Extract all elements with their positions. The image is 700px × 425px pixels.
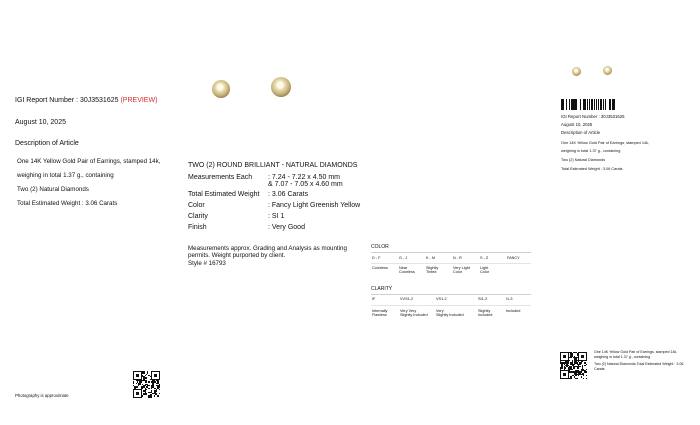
description-line-4: Total Estimated Weight : 3.06 Carats xyxy=(17,200,118,207)
description-line-3: Two (2) Natural Diamonds xyxy=(17,186,89,193)
color-grade: N - R xyxy=(453,256,462,260)
right-report-date: August 10, 2025 xyxy=(561,122,593,127)
diamond-title: TWO (2) ROUND BRILLIANT - NATURAL DIAMONDS xyxy=(188,162,358,169)
right-description-line-4: Total Estimated Weight : 3.06 Carats xyxy=(561,167,623,171)
report-label: IGI Report Number : xyxy=(15,97,80,104)
qr-code-right[interactable] xyxy=(560,352,587,379)
clarity-grade-row xyxy=(372,297,526,301)
detail-row-measurements xyxy=(188,174,343,188)
detail-row-weight xyxy=(188,191,308,198)
description-heading: Description of Article xyxy=(15,140,79,147)
color-scale-heading: COLOR xyxy=(371,244,389,250)
color-desc: Very Light Color xyxy=(453,266,470,275)
detail-row-color xyxy=(188,202,360,209)
clarity-grade: I1-3 xyxy=(506,297,513,301)
description-line-2: weighing in total 1.37 g., containing xyxy=(17,172,114,179)
barcode xyxy=(561,99,637,110)
photo-note: Photography is approximate xyxy=(15,393,69,398)
right-bottom-line-4: Carats xyxy=(594,366,605,371)
qr-code-left[interactable] xyxy=(133,371,160,398)
clarity-scale-heading: CLARITY xyxy=(371,286,393,292)
color-grade: FANCY xyxy=(507,256,520,260)
color-scale-divider xyxy=(371,252,531,253)
diamond-image-left xyxy=(212,80,230,98)
clarity-scale-divider xyxy=(371,294,531,295)
preview-link[interactable]: (PREVIEW) xyxy=(120,97,158,104)
color-grade: K - M xyxy=(426,256,436,260)
description-line-1: One 14K Yellow Gold Pair of Earrings, stamped 14k, xyxy=(17,158,161,165)
barcode-bar xyxy=(617,99,618,110)
right-report-number: 30J3531625 xyxy=(600,114,625,119)
right-description-line-2: weighing in total 1.37 g., containing xyxy=(561,149,621,153)
detail-label: Color xyxy=(188,202,205,209)
detail-row-clarity xyxy=(188,213,284,220)
clarity-grade: IF xyxy=(372,297,376,301)
clarity-grade: VS1-2 xyxy=(436,297,447,301)
color-grade-row xyxy=(372,256,527,260)
right-bottom-line-3: Two (2) Natural Diamonds Total Estimated Weight : 3.06 xyxy=(594,361,684,366)
qr-module xyxy=(159,397,160,398)
diamond-thumb-left xyxy=(572,67,581,76)
report-number-line xyxy=(15,97,157,104)
clarity-desc: Slightly Included xyxy=(478,309,493,318)
right-bottom-line-2: weighing in total 1.37 g., containing xyxy=(594,354,651,359)
color-desc: Colorless xyxy=(372,266,388,270)
grading-notes: Measurements approx. Grading and Analysis as mounting permits. Weight purported by client. Style # 16793 xyxy=(188,245,347,267)
color-grade: G - J xyxy=(399,256,408,260)
right-report-label: IGI Report Number : xyxy=(561,114,601,119)
color-scale-divider xyxy=(371,263,531,264)
right-bottom-line-1: One 14K Yellow Gold Pair of Earrings, stamped 14k, xyxy=(594,350,678,354)
detail-value: : 3.06 Carats xyxy=(268,191,309,198)
clarity-desc: Internally Flawless xyxy=(372,309,388,318)
color-grade: S - Z xyxy=(480,256,489,260)
color-desc: Slightly Tinted xyxy=(426,266,439,275)
color-desc: Near Colorless xyxy=(399,266,415,275)
right-description-line-1: One 14K Yellow Gold Pair of Earrings, stamped 14k, xyxy=(561,141,650,145)
clarity-desc: Included xyxy=(506,309,521,313)
report-number: 30J3531625 xyxy=(79,97,119,104)
right-report-number-line xyxy=(561,114,625,119)
detail-label: Total Estimated Weight xyxy=(188,191,260,198)
detail-value: : SI 1 xyxy=(268,213,285,220)
color-desc: Light Color xyxy=(480,266,490,275)
color-grade: D - F xyxy=(372,256,381,260)
detail-label: Clarity xyxy=(188,213,208,220)
detail-value: : 7.24 - 7.22 x 4.50 mm & 7.07 - 7.05 x 4.60 mm xyxy=(268,174,343,188)
right-description-heading: Description of Article xyxy=(561,130,601,135)
detail-value: : Very Good xyxy=(268,224,305,231)
qr-module xyxy=(586,378,587,379)
clarity-desc: Very Very Slightly Included xyxy=(400,309,428,318)
detail-value: : Fancy Light Greenish Yellow xyxy=(268,202,361,209)
clarity-scale-divider xyxy=(371,305,531,306)
detail-label: Finish xyxy=(188,224,207,231)
right-description-line-3: Two (2) Natural Diamonds xyxy=(561,158,606,162)
report-date: August 10, 2025 xyxy=(15,119,66,126)
detail-row-finish xyxy=(188,224,305,231)
diamond-thumb-right xyxy=(603,66,612,75)
color-desc-row xyxy=(372,266,507,275)
clarity-grade: SI1-2 xyxy=(478,297,488,301)
clarity-grade: VVS1-2 xyxy=(400,297,414,301)
clarity-desc-row xyxy=(372,309,526,318)
diamond-image-right xyxy=(271,77,291,97)
right-bottom-description xyxy=(594,350,683,371)
clarity-desc: Very Slightly Included xyxy=(436,309,464,318)
detail-label: Measurements Each xyxy=(188,174,253,181)
